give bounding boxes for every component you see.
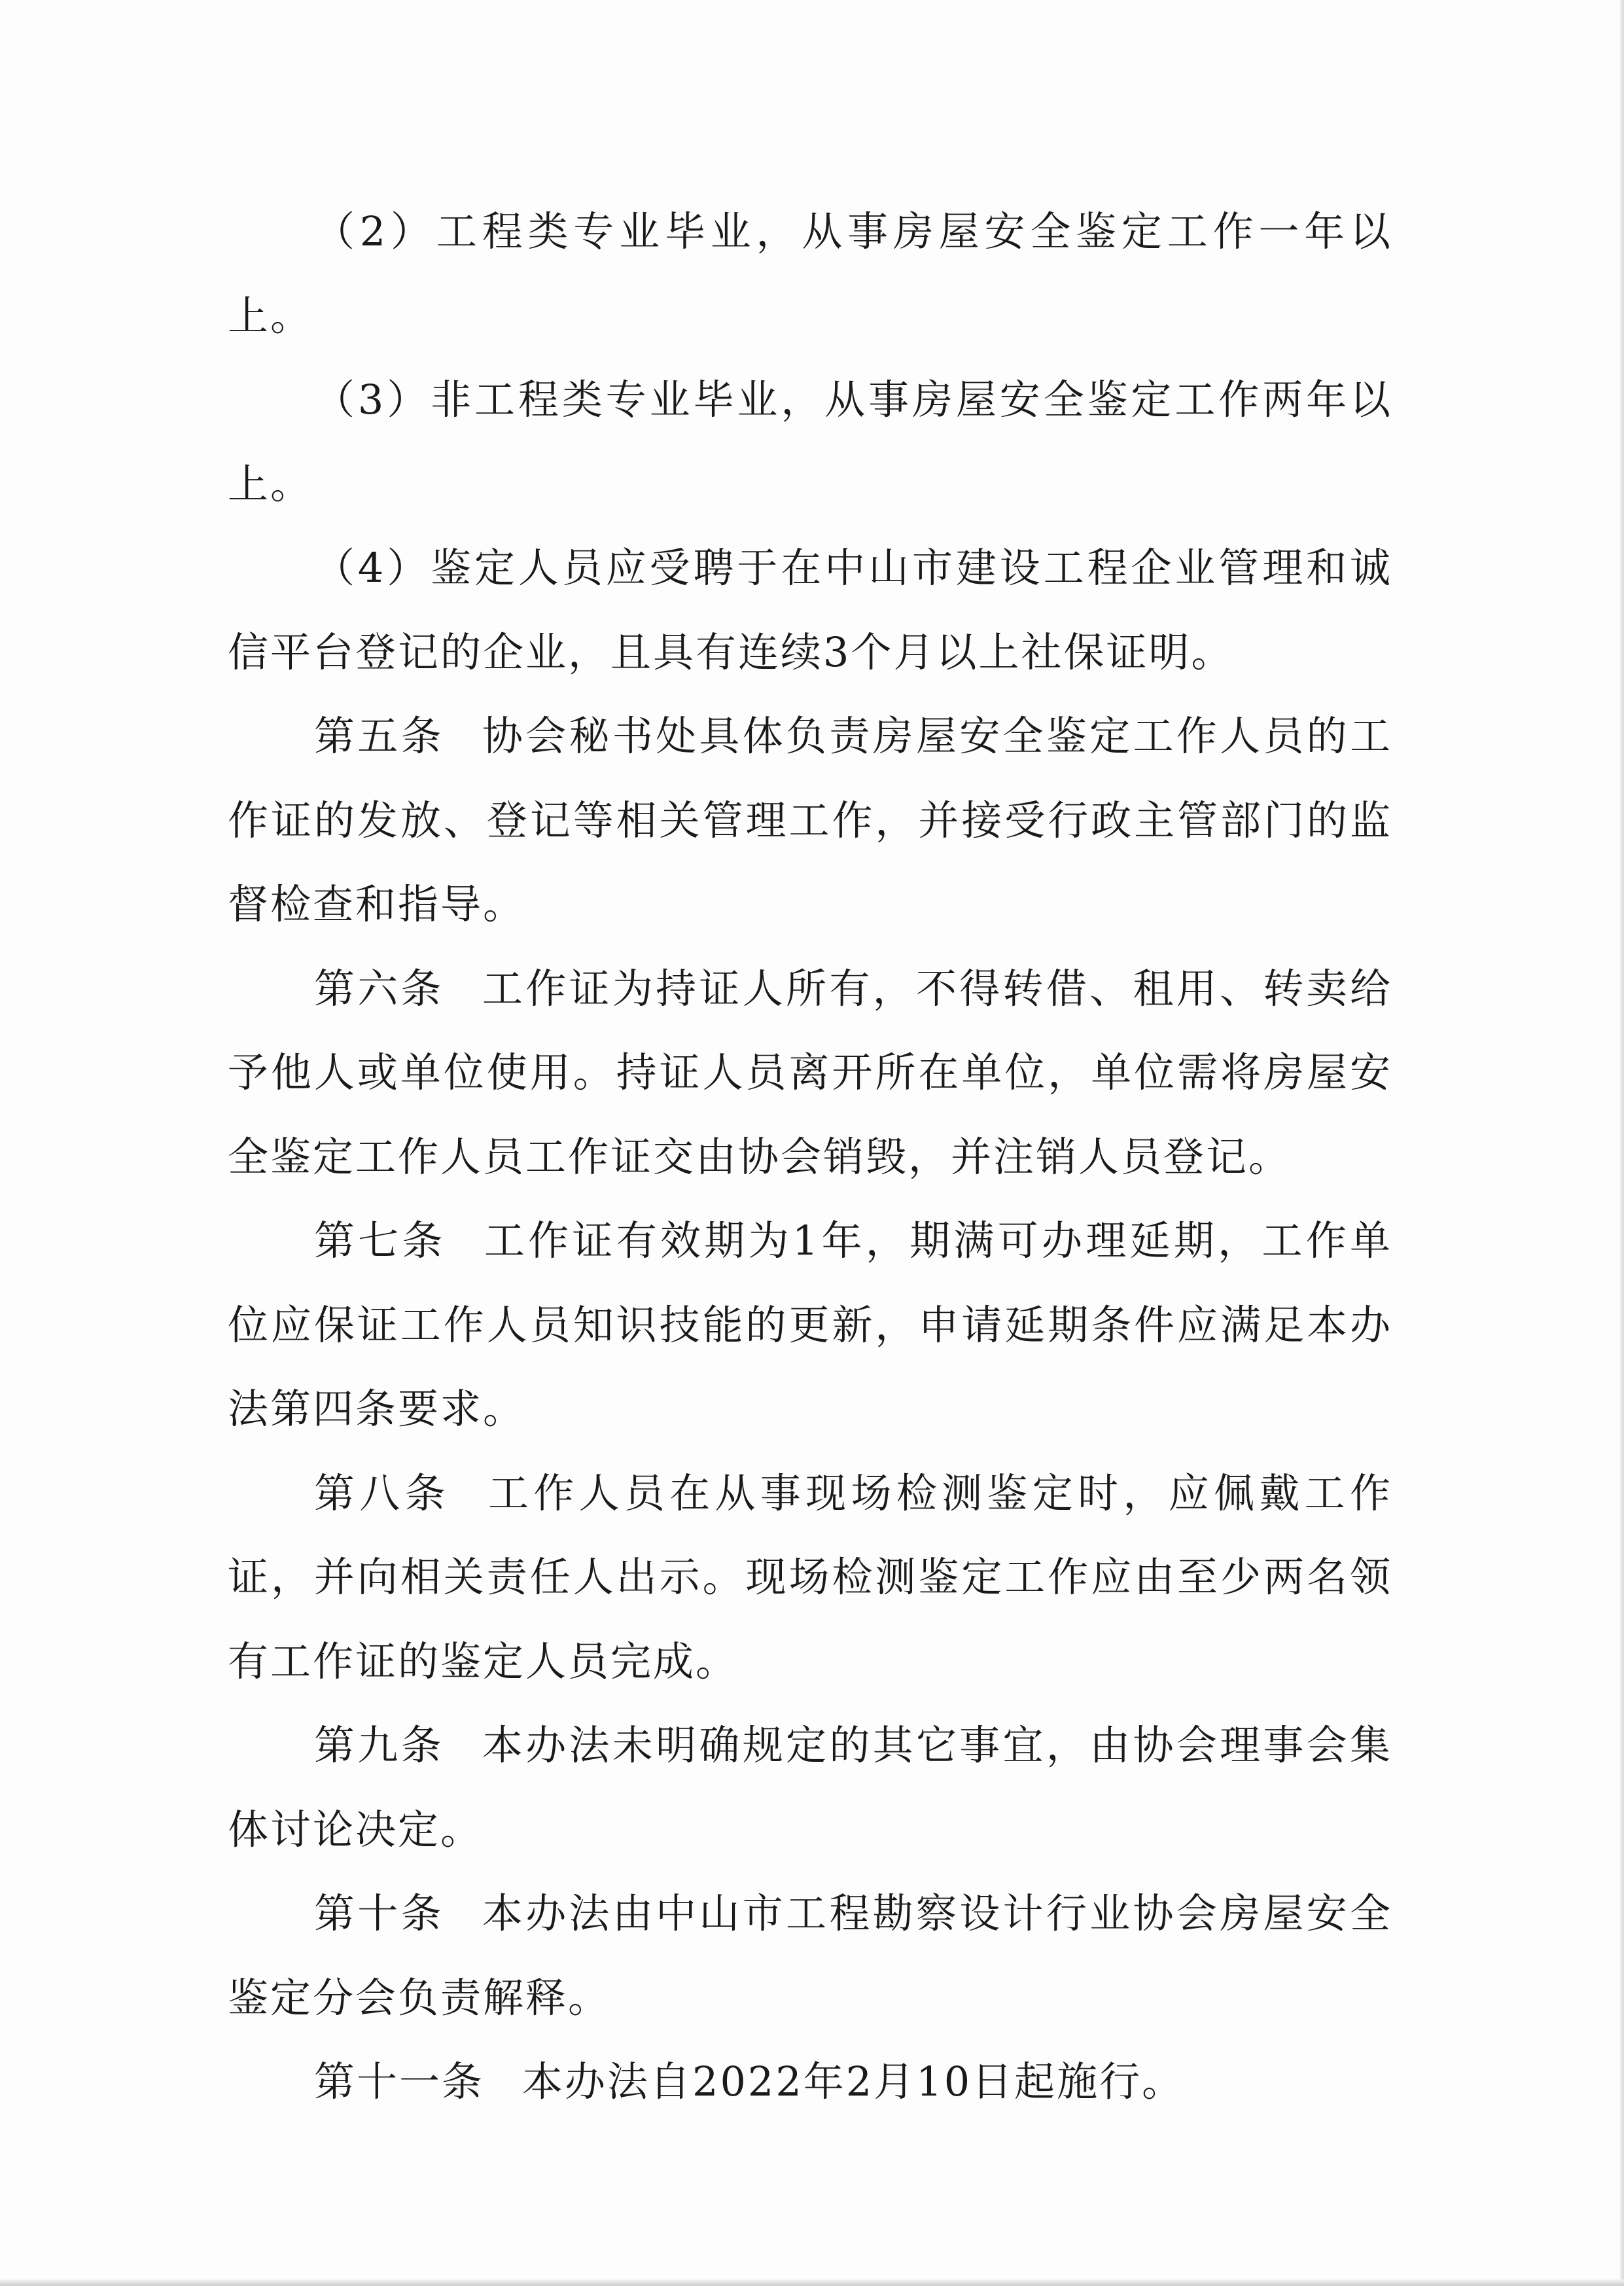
scan-edge-shadow [1620,0,1624,2286]
article-number: 第六条 [314,964,444,1012]
article-number: 第十一条 [314,2058,485,2105]
scan-bottom-shadow [0,2279,1624,2286]
article-number: 第八条 [314,1469,450,1517]
list-item-3: （3）非工程类专业毕业，从事房屋安全鉴定工作两年以上。 [228,376,1392,508]
article-text: 工作人员在从事现场检测鉴定时，应佩戴工作证，并向相关责任人出示。现场检测鉴定工作应由至少两名领有工作证的鉴定人员完成。 [228,1469,1392,1685]
article-6 [228,947,1392,1200]
article-number: 第九条 [314,1721,444,1769]
list-item-2: （2）工程类专业毕业，从事房屋安全鉴定工作一年以上。 [228,207,1392,340]
article-10 [228,1872,1392,2040]
article-number: 第五条 [314,712,444,760]
article-text: 工作证有效期为1年，期满可办理延期，工作单位应保证工作人员知识技能的更新，申请延期条件应满足本办法第四条要求。 [228,1217,1392,1433]
article-text: 本办法自2022年2月10日起施行。 [522,2058,1185,2105]
article-text: 本办法未明确规定的其它事宜，由协会理事会集体讨论决定。 [228,1721,1392,1853]
article-11 [228,2040,1392,2124]
article-text: 协会秘书处具体负责房屋安全鉴定工作人员的工作证的发放、登记等相关管理工作，并接受行政主管部门的监督检查和指导。 [228,712,1392,928]
article-text: 工作证为持证人所有，不得转借、租用、转卖给予他人或单位使用。持证人员离开所在单位，单位需将房屋安全鉴定工作人员工作证交由协会销毁，并注销人员登记。 [228,964,1392,1181]
list-item-4: （4）鉴定人员应受聘于在中山市建设工程企业管理和诚信平台登记的企业，且具有连续3个月以上社保证明。 [228,544,1392,676]
article-5 [228,694,1392,947]
article-text: 本办法由中山市工程勘察设计行业协会房屋安全鉴定分会负责解释。 [228,1889,1392,2022]
article-7 [228,1199,1392,1452]
article-9 [228,1704,1392,1872]
document-body [228,190,1392,2124]
article-number: 第十条 [314,1889,444,1937]
article-8 [228,1452,1392,1704]
article-number: 第七条 [314,1217,446,1264]
